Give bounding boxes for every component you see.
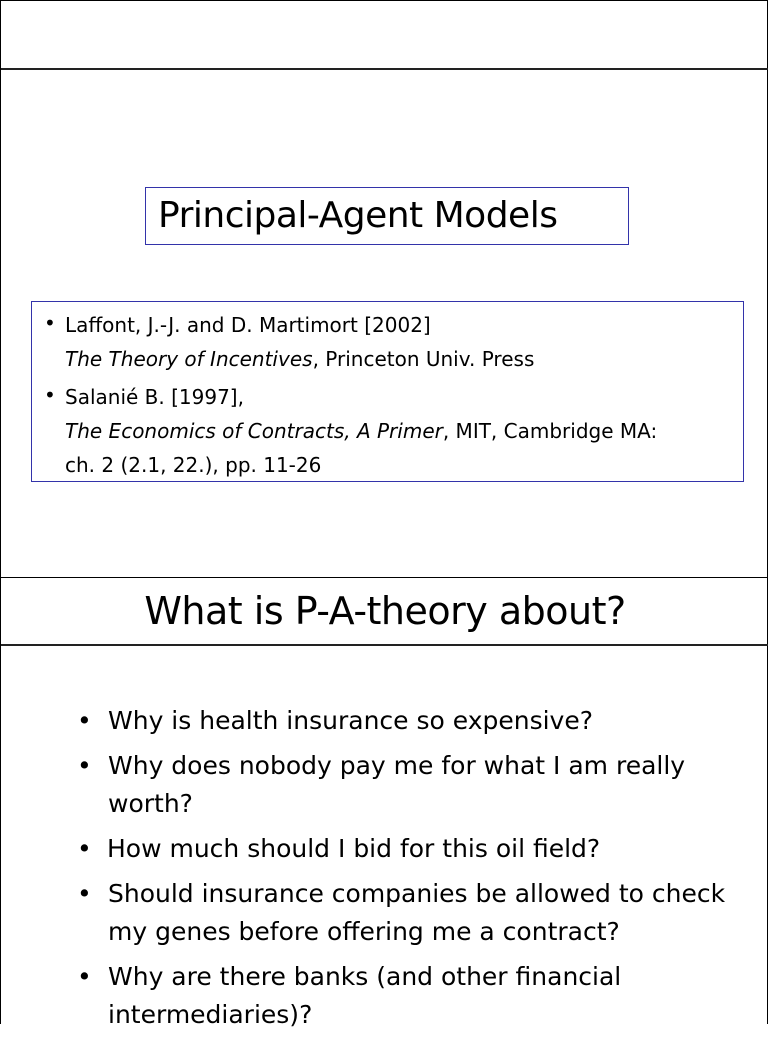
reference-authors: Salanié B. [1997], xyxy=(65,385,244,409)
list-item xyxy=(77,702,737,740)
question-text: Why is health insurance so expensive? xyxy=(108,706,593,735)
bullet-icon: • xyxy=(77,962,92,991)
question-text: Should insurance companies be allowed to check xyxy=(108,879,726,908)
bullet-icon: • xyxy=(44,311,56,335)
question-text-continued: worth? xyxy=(108,789,193,818)
list-item xyxy=(77,830,737,868)
question-text-continued: intermediaries)? xyxy=(108,1000,313,1029)
reference-pages: ch. 2 (2.1, 22.), pp. 11-26 xyxy=(65,453,322,477)
references-box xyxy=(31,301,744,482)
reference-authors: Laffont, J.-J. and D. Martimort [2002] xyxy=(65,313,431,337)
list-item xyxy=(77,747,737,823)
slide-title: Principal-Agent Models xyxy=(158,195,558,236)
reference-title-line xyxy=(65,342,534,376)
title-box xyxy=(145,187,629,245)
bullet-icon: • xyxy=(77,751,92,780)
list-item xyxy=(77,875,737,951)
bullet-icon: • xyxy=(77,879,92,908)
reference-title: The Economics of Contracts, A Primer xyxy=(65,419,443,443)
slide-what-is-pa-theory xyxy=(0,577,768,1029)
reference-title-line xyxy=(65,414,657,448)
list-item xyxy=(77,958,737,1034)
reference-publisher: , Princeton Univ. Press xyxy=(312,347,535,371)
question-text: Why are there banks (and other financial xyxy=(108,962,622,991)
question-text: How much should I bid for this oil field? xyxy=(107,834,601,863)
bullet-icon: • xyxy=(77,834,92,863)
header-divider xyxy=(1,68,768,70)
reference-publisher: , MIT, Cambridge MA: xyxy=(442,419,658,443)
reference-title: The Theory of Incentives xyxy=(65,347,313,371)
bullet-icon: • xyxy=(44,383,56,407)
slide-title: What is P-A-theory about? xyxy=(144,589,626,633)
header-divider xyxy=(1,644,768,646)
question-text-continued: my genes before offering me a contract? xyxy=(108,917,620,946)
question-text: Why does nobody pay me for what I am really xyxy=(108,751,686,780)
bullet-icon: • xyxy=(77,706,92,735)
question-list xyxy=(77,702,737,1041)
